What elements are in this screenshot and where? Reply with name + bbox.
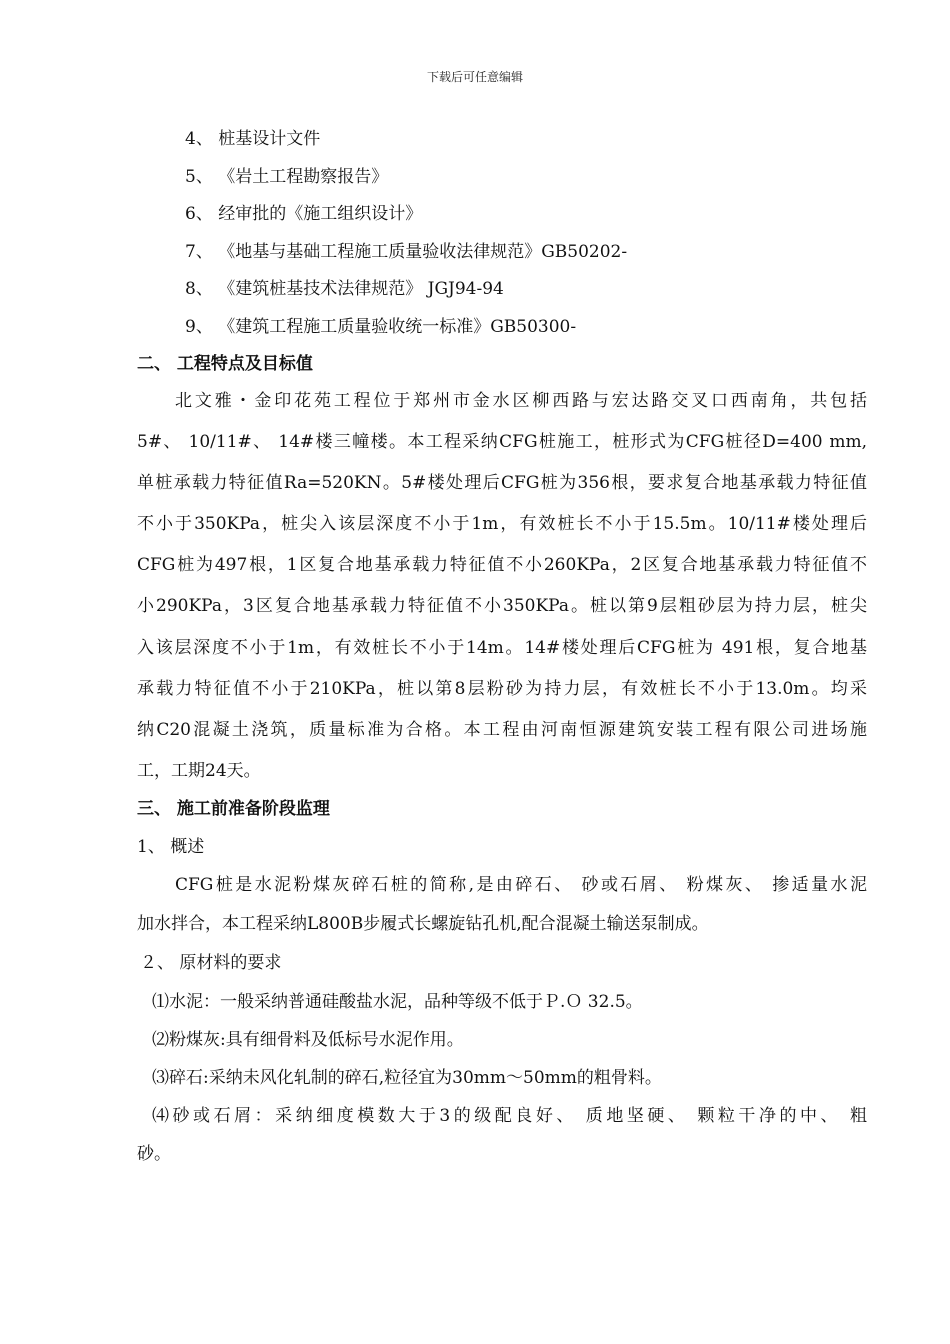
- paragraph-line: 不小于350KPa，桩尖入该层深度不小于1m，有效桩长不小于15.5m。10/11#楼处理后: [137, 514, 867, 534]
- ref-item: 5、 《岩土工程勘察报告》: [185, 167, 389, 187]
- paragraph-line: 工，工期24天。: [137, 761, 261, 781]
- paragraph-line: 加水拌合，本工程采纳L800B步履式长螺旋钻孔机,配合混凝土输送泵制成。: [137, 914, 709, 934]
- material-item: ⑶碎石:采纳未风化轧制的碎石,粒径宜为30mm～50mm的粗骨料。: [152, 1068, 662, 1088]
- subsection-heading: 1、 概述: [137, 837, 205, 857]
- ref-item: 6、 经审批的《施工组织设计》: [185, 204, 423, 224]
- subsection-heading: ２、 原材料的要求: [140, 953, 282, 973]
- material-item: 砂。: [137, 1144, 171, 1164]
- paragraph-line: CFG桩是水泥粉煤灰碎石桩的简称,是由碎石、 砂或石屑、 粉煤灰、 掺适量水泥: [175, 875, 867, 895]
- paragraph-line: 小290KPa，3区复合地基承载力特征值不小350KPa。桩以第9层粗砂层为持力层，桩尖: [137, 596, 867, 616]
- ref-item: 4、 桩基设计文件: [185, 129, 321, 149]
- paragraph-line: 单桩承载力特征值Ra=520KN。5#楼处理后CFG桩为356根，要求复合地基承载力特征值: [137, 473, 867, 493]
- material-item: ⑴水泥：一般采纳普通硅酸盐水泥，品种等级不低于Ｐ.Ｏ 32.5。: [152, 992, 643, 1012]
- material-item: ⑷砂或石屑：采纳细度模数大于3的级配良好、 质地坚硬、 颗粒干净的中、 粗: [152, 1106, 867, 1126]
- paragraph-line: 入该层深度不小于1m，有效桩长不小于14m。14#楼处理后CFG桩为 491根，复合地基: [137, 638, 867, 658]
- paragraph-line: CFG桩为497根，1区复合地基承载力特征值不小260KPa，2区复合地基承载力特征值不: [137, 555, 867, 575]
- section-heading: 三、 施工前准备阶段监理: [137, 799, 330, 819]
- ref-item: 8、 《建筑桩基技术法律规范》 JGJ94-94: [185, 279, 504, 299]
- paragraph-line: 承载力特征值不小于210KPa，桩以第8层粉砂为持力层，有效桩长不小于13.0m。均采: [137, 679, 867, 699]
- section-heading: 二、 工程特点及目标值: [137, 354, 313, 374]
- page-header: 下载后可任意编辑: [426, 70, 523, 84]
- paragraph-line: 5#、 10/11#、 14#楼三幢楼。本工程采纳CFG桩施工，桩形式为CFG桩径D=400 mm,: [137, 432, 867, 452]
- paragraph-line: 纳C20混凝土浇筑，质量标准为合格。本工程由河南恒源建筑安装工程有限公司进场施: [137, 720, 867, 740]
- ref-item: 7、 《地基与基础工程施工质量验收法律规范》GB50202-: [185, 242, 628, 262]
- paragraph-line: 北文雅・金印花苑工程位于郑州市金水区柳西路与宏达路交叉口西南角，共包括: [175, 391, 867, 411]
- material-item: ⑵粉煤灰:具有细骨料及低标号水泥作用。: [152, 1030, 464, 1050]
- ref-item: 9、 《建筑工程施工质量验收统一标准》GB50300-: [185, 317, 577, 337]
